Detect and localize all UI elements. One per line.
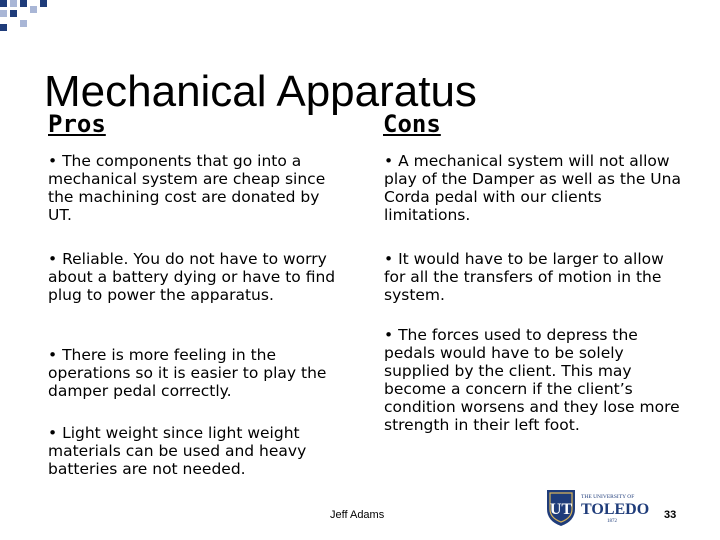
- cons-item-2: • It would have to be larger to allow for all the transfers of motion in the system.: [384, 250, 664, 304]
- logo-wordmark: TOLEDO: [581, 501, 650, 518]
- page-number: 33: [664, 509, 677, 521]
- pros-heading: Pros: [48, 110, 106, 138]
- ut-shield-icon: [547, 490, 575, 526]
- slide-title: Mechanical Apparatus: [44, 67, 477, 116]
- corner-decoration: [0, 0, 60, 40]
- cons-item-3: • The forces used to depress the pedals would have to be solely supplied by the client. This may become a concern if the client’s condition worsens and they lose more strength in their left foot.: [384, 326, 680, 434]
- logo-monogram: UT: [549, 501, 573, 518]
- pros-item-2: • Reliable. You do not have to worry about a battery dying or have to find plug to power the apparatus.: [48, 250, 336, 304]
- cons-heading: Cons: [383, 110, 441, 138]
- logo-year: 1872: [607, 519, 617, 524]
- logo-small-text: THE UNIVERSITY OF: [581, 494, 635, 500]
- cons-item-1: • A mechanical system will not allow play of the Damper as well as the Una Corda pedal with our clients limitations.: [384, 152, 681, 224]
- footer-author: Jeff Adams: [330, 509, 385, 521]
- pros-item-1: • The components that go into a mechanical system are cheap since the machining cost are donated by UT.: [48, 152, 326, 224]
- pros-item-4: • Light weight since light weight materials can be used and heavy batteries are not needed.: [48, 424, 307, 478]
- pros-item-3: • There is more feeling in the operations so it is easier to play the damper pedal correctly.: [48, 346, 327, 400]
- university-logo: [545, 487, 650, 527]
